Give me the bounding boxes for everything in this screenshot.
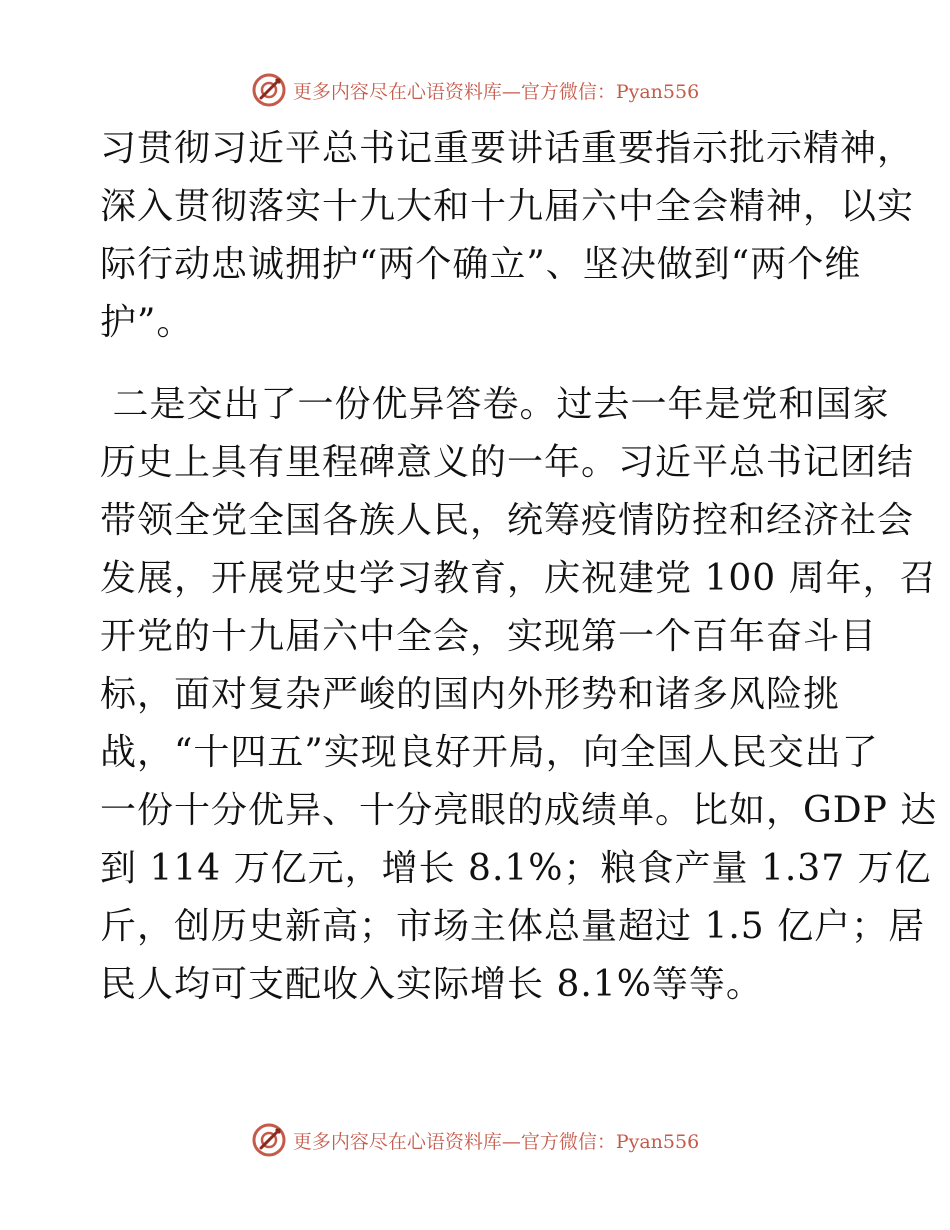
- paragraph: [100, 376, 938, 1014]
- brand-logo-icon: [251, 72, 287, 108]
- text-line: 际行动忠诚拥护“两个确立”、坚决做到“两个维: [100, 244, 862, 285]
- text-line: 带领全党全国各族人民，统筹疫情防控和经济社会: [100, 500, 915, 541]
- watermark-text: 更多内容尽在心语资料库—官方微信：Pyan556: [292, 80, 700, 103]
- document-body: [100, 120, 938, 1014]
- text-line: 深入贯彻落实十九大和十九届六中全会精神，以实: [100, 186, 915, 227]
- text-line: 到 114 万亿元，增长 8.1%；粮食产量 1.37 万亿: [100, 848, 932, 889]
- text-line: 发展，开展党史学习教育，庆祝建党 100 周年，召: [100, 558, 937, 599]
- footer-watermark: [0, 1120, 950, 1160]
- text-line: 民人均可支配收入实际增长 8.1%等等。: [100, 964, 763, 1005]
- text-line: 二是交出了一份优异答卷。过去一年是党和国家: [100, 384, 890, 425]
- paragraph: [100, 120, 915, 352]
- text-line: 开党的十九届六中全会，实现第一个百年奋斗目: [100, 616, 878, 657]
- text-line: 护”。: [100, 302, 194, 343]
- text-line: 标，面对复杂严峻的国内外形势和诸多风险挑: [100, 674, 841, 715]
- header-watermark: [0, 70, 950, 110]
- paragraph-spacer: [100, 352, 860, 376]
- text-line: 习贯彻习近平总书记重要讲话重要指示批示精神，: [100, 128, 915, 169]
- watermark-text: 更多内容尽在心语资料库—官方微信：Pyan556: [292, 1130, 700, 1153]
- text-line: 历史上具有里程碑意义的一年。习近平总书记团结: [100, 442, 915, 483]
- brand-logo-icon: [251, 1122, 287, 1158]
- text-line: 一份十分优异、十分亮眼的成绩单。比如，GDP 达: [100, 790, 938, 831]
- text-line: 战，“十四五”实现良好开局，向全国人民交出了: [100, 732, 879, 773]
- text-line: 斤，创历史新高；市场主体总量超过 1.5 亿户；居: [100, 906, 926, 947]
